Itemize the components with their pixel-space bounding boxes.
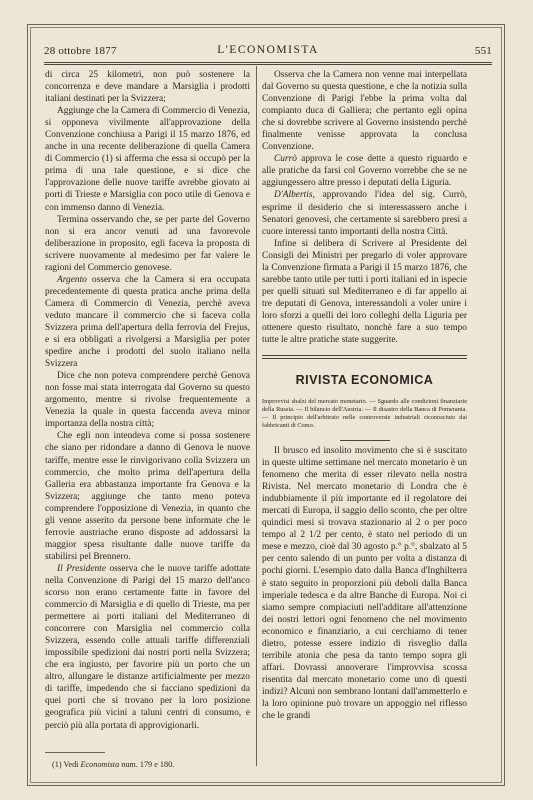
page-number: 551 xyxy=(474,45,492,57)
footnote-rule xyxy=(45,752,105,753)
section-title: RIVISTA ECONOMICA xyxy=(295,373,434,387)
issue-date: 28 ottobre 1877 xyxy=(44,45,117,57)
right-column xyxy=(262,69,467,346)
paragraph: Infine si delibera di Scrivere al Presidente del Consigli dei Ministri per pregarlo di voler approvare la Convenzione firmata a Parigi il 15 marzo 1876, che sarebbe tanto utile per tutti i porti italiani ed in ispecie per quelli situati sul Mediterraneo e di far appello ai tre deputati di Genova, interessandoli a voler unire i loro sforzi a quelli dei loro colleghi della Liguria per ottenere questo risultato, nonchè fare a suo tempo tutte le altre pratiche state suggerite. xyxy=(262,238,467,346)
footnote: (1) Vedi Economista num. 179 e 180. xyxy=(52,760,175,769)
paragraph-argento: Argento osserva che la Camera si era occupata precedentemente di questa pratica anche prima della Camera di Commercio di Venezia, perchè aveva veduto mancare il commercio che si faceva colla Svizzera prima dell'apertura della ferrovia del Frejus, e si era obbligati a rivolgersi a Marsiglia per poter spedire anche i prodotti del suolo italiano nella Svizzera xyxy=(45,274,250,370)
paragraph-presidente: Il Presidente osserva che le nuove tariffe adottate nella Convenzione di Parigi del 15 marzo dell'anco scorso non erano certamente fatte in favore del commercio di Marsiglia e di quello di Trieste, ma per permettere ai porti italiani del Mediterraneo di concorrere con Marsiglia nel commercio colla Svizzera, essendo colle attuali tariffe differenziali impossibile spedizioni dai nostri porti nella Svizzera; che era ingiusto, per favorire più un porto che un altro, allungare le distanze artificialmente per mezzo di tariffe, impedendo che si facciano spedizioni da quei porti che si trovano per la loro posizione geografica più vicini a taluni centri di consumo, e perciò più alla portata di approvigionarli. xyxy=(45,563,251,731)
paragraph: Osserva che la Camera non venne mai interpellata dal Governo su questa questione, e che la notizia sulla Convenzione di Parigi l'ebbe la prima volta dal compianto duca di Galliera; che pertanto egli opina che si dovrebbe scrivere al Governo insistendo perchè finalmente venisse approvata la conclusa Convenzione. xyxy=(262,70,467,153)
paragraph: Il brusco ed insolito movimento che si è suscitato in queste ultime settimane nel mercato monetario è un fenomeno che merita di esser rilevato nella nostra Rivista. Nel mercato monetario di Londra che è indubbiamente il più importante ed il regolatore dei mercati di Europa, il saggio dello sconto, che per oltre quindici mesi si trovava stazionario al 2 o per poco tempo al 2 1/2 per cento, è stato nel periodo di un mese e mezzo, cioè dal 30 agosto p.° p.°, sbalzato al 5 per cento salendo di un punto per volta a distanza di pochi giorni. L'esempio dato dalla Banca d'Inghilterra è stato seguito in proporzioni più deboli dalla Banca imperiale tedesca e da altre Banche di Europa. Noi ci siamo sempre compiaciuti nell'additare all'attenzione dei nostri lettori ogni fenomeno che nel movimento economico e finanziario, a cui cerchiamo di tener dietro, potesse essere indizio di risveglio dalla terribile atonia che pesa da tanto tempo sopra gli affari. Dovrassi annoverare l'improvvisa scossa risentita dal mercato monetario come uno di questi indizi? Alcuni non sembrano lontani dall'ammetterlo e la loro opinione può trovare un appoggio nel riflesso che le grandi xyxy=(262,446,467,722)
summary-rule xyxy=(340,440,390,441)
page-header xyxy=(44,42,492,62)
speaker-name: Argento xyxy=(57,274,87,285)
paragraph: Termina osservando che, se per parte del Governo non si era ancor venuti ad una favorevole deliberazione in proposito, egli faceva la proposta di scrivere nuovamente al medesimo per far valere le ragioni del Commercio genovese. xyxy=(45,214,250,273)
paragraph: di circa 25 kilometri, non può sostenere la concorrenza e deve mandare a Marsiglia i prodotti italiani destinati per la Svizzera; xyxy=(45,70,250,105)
section-rule-top xyxy=(262,355,467,356)
footnote-source: Economista xyxy=(80,760,120,769)
section-body xyxy=(262,445,467,722)
paragraph-curro: Currò approva le cose dette a questo riguardo e alle pratiche da farsi col Governo vorrebbe che se ne aggiungessero altre presso i deputati della Liguria. xyxy=(262,154,468,189)
journal-title: L'ECONOMISTA xyxy=(217,44,319,56)
paragraph: Che egli non intendeva come si possa sostenere che siano per ridondare a danno di Genova le nuove tariffe, mentre esse le rinvigorivano colla Svizzera un commercio, che molto prima dell'apertura della Galleria era abbastanza importante fra Genova e la Svizzera; aggiunge che tanto meno poteva comprendere l'opposizione di Venezia, in quanto che gli venne asserito da persone bene informate che le ferrovie austriache erano disposte ad addossarsi la maggior spesa risultante dalle nuove tariffe da stabilirsi pel Brennero. xyxy=(45,431,250,562)
column-divider xyxy=(256,66,257,766)
paragraph-albertis: D'Albertis, approvando l'idea del sig. Currò, esprime il desiderio che si interessassero anche i Senatori genovesi, che certamente si sarebbero presi a cuore interessi tanto importanti della nostra Città. xyxy=(262,190,467,237)
header-rule xyxy=(44,62,492,63)
section-summary: Improvvisi sbalzi del mercato monetario. — Sguardo alle condizioni finanziarie della Russia. — Il bilancio dell'Austria. — Il disastro della Banca di Pomerania. — Il principio dell'arbitrato nelle controversie industriali riconosciuto dai fabbricanti di Como. xyxy=(262,398,467,430)
speaker-name: D'Albertis, xyxy=(274,190,315,201)
section-rule-top-double xyxy=(262,358,467,359)
speaker-name: Il Presidente xyxy=(57,563,106,574)
left-column xyxy=(45,69,250,732)
header-rule-double xyxy=(44,64,492,65)
paragraph: Dice che non poteva comprendere perchè Genova non fosse mai stata interrogata dal Governo su questo argomento, mentre si rivolse frequentemente a Venezia la quale in questa faccenda aveva minor importanza della nostra città; xyxy=(45,371,250,430)
paragraph: Aggiunge che la Camera di Commercio di Venezia, si opponeva vivilmente all'approvazione della Convenzione conchiusa a Parigi il 15 marzo 1876, ed anche in una recente deliberazione di quella Camera di Commercio (1) si afferma che essa si occupò per la prima di una tale questione, e si dice che l'approvazione delle nuove tariffe avrebbe giovato ai porti di Trieste e Marsiglia con poco utile di Genova e con immenso danno di Venezia. xyxy=(45,106,250,213)
speaker-name: Currò xyxy=(274,154,297,165)
